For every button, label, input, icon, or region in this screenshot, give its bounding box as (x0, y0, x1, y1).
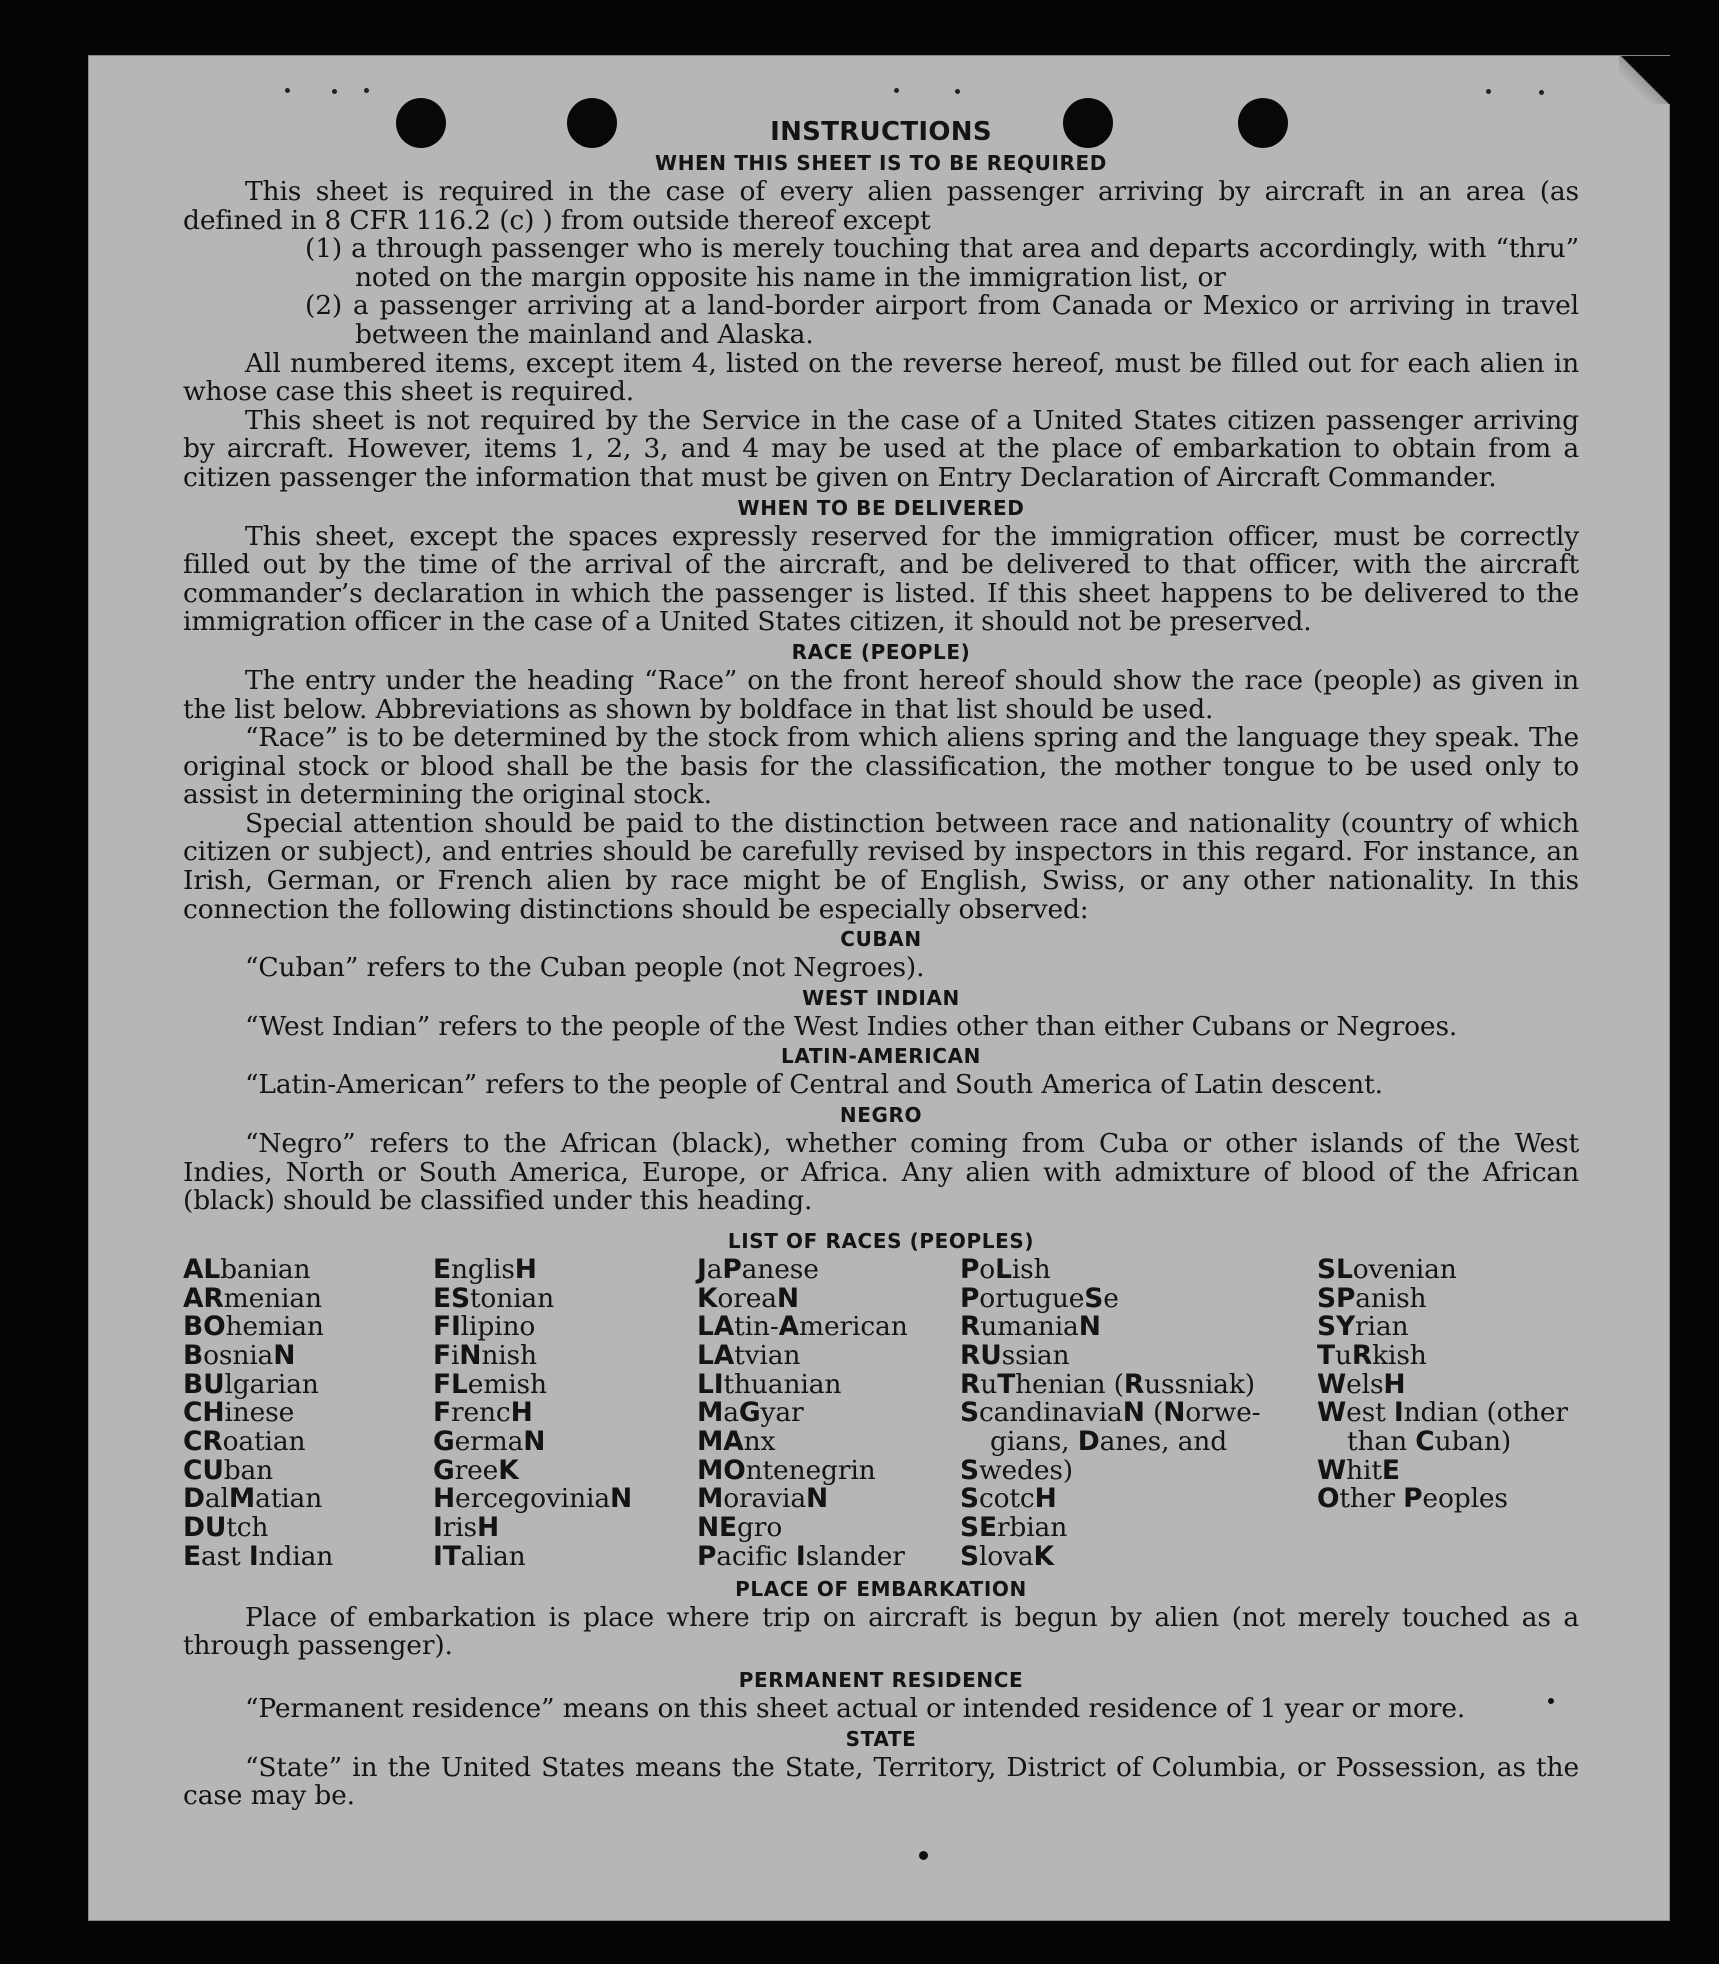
list-item: (2) a passenger arriving at a land-border airport from Canada or Mexico or arriving in travel between the mainland and Alaska. (305, 290, 1579, 350)
speck (1486, 89, 1491, 94)
race-item: LAtin-American (697, 1311, 908, 1343)
section-heading: WEST INDIAN (802, 985, 960, 1010)
race-item: KoreaN (697, 1282, 799, 1314)
race-item: PortugueSe (960, 1282, 1119, 1314)
race-item: SlovaK (960, 1540, 1054, 1572)
section-heading: STATE (845, 1726, 917, 1751)
race-item: HercegoviniaN (433, 1483, 632, 1515)
section-heading: PLACE OF EMBARKATION (735, 1576, 1027, 1601)
race-item: Swedes) (960, 1454, 1073, 1486)
race-item: East Indian (183, 1540, 334, 1572)
race-item: FrencH (433, 1397, 533, 1429)
race-item: DalMatian (183, 1483, 323, 1515)
paragraph: Special attention should be paid to the distinction between race and nationality (country of which citizen or subject), and entries should be carefully revised by inspectors in this regard. For instance, an Irish, German, or French alien by race might be of English, Swiss, or any other nationality. In this connection the following distinctions should be especially observed: (183, 807, 1579, 925)
race-item: GermaN (433, 1426, 546, 1458)
race-item: SPanish (1317, 1282, 1427, 1314)
race-item: Pacific Islander (697, 1540, 905, 1572)
race-item: MOntenegrin (697, 1454, 876, 1486)
speck (894, 88, 899, 93)
section-heading: WHEN THIS SHEET IS TO BE REQUIRED (655, 151, 1107, 175)
section-heading: WHEN TO BE DELIVERED (737, 495, 1025, 520)
race-item: MoraviaN (697, 1483, 829, 1515)
race-item: FiNnish (433, 1339, 537, 1371)
race-item: West Indian (other (1317, 1397, 1568, 1429)
race-item: ARmenian (183, 1282, 322, 1314)
race-item: EStonian (433, 1282, 555, 1314)
race-list (183, 1253, 1579, 1574)
section-heading: LIST OF RACES (PEOPLES) (727, 1228, 1035, 1253)
paragraph: All numbered items, except item 4, listed on the reverse hereof, must be filled out for each alien in whose case this sheet is required. (183, 347, 1579, 408)
race-item: NEgro (697, 1512, 783, 1544)
race-item: ALbanian (183, 1253, 311, 1285)
race-item: ITalian (433, 1540, 526, 1572)
race-item: EnglisH (433, 1253, 537, 1285)
race-column (1317, 1253, 1568, 1515)
race-item: WelsH (1317, 1368, 1406, 1400)
document-sheet (88, 55, 1670, 1921)
ink-dot (919, 1851, 928, 1860)
race-item: RuThenian (Russniak) (960, 1368, 1255, 1400)
paragraph: This sheet, except the spaces expressly reserved for the immigration officer, must be correctly filled out by the time of the arrival of the aircraft, and be delivered to that officer, with the aircraft commander’s declaration in which the passenger is listed. If this sheet happens to be delivered to the immigration officer in the case of a United States citizen, it should not be preserved. (183, 520, 1579, 638)
race-item: than Cuban) (1347, 1426, 1512, 1458)
speck (364, 88, 369, 93)
paragraph: Place of embarkation is place where trip on aircraft is begun by alien (not merely touched as a through passenger). (183, 1601, 1579, 1662)
speck (1539, 90, 1544, 95)
race-column (960, 1253, 1261, 1572)
paragraph: “Latin-American” refers to the people of Central and South America of Latin descent. (245, 1069, 1383, 1101)
paragraph: “Permanent residence” means on this sheet actual or intended residence of 1 year or more. (245, 1693, 1466, 1724)
section-heading: RACE (PEOPLE) (791, 639, 971, 664)
race-item: SYrian (1317, 1311, 1409, 1343)
race-item: PoLish (960, 1253, 1051, 1285)
race-item: DUtch (183, 1512, 269, 1544)
race-item: BosniaN (183, 1339, 296, 1371)
race-item: MaGyar (697, 1397, 804, 1429)
race-item: ScotcH (960, 1483, 1057, 1515)
race-item: GreeK (433, 1454, 519, 1486)
instructions-content (183, 116, 1579, 1811)
paragraph: “State” in the United States means the State, Territory, District of Columbia, or Possession, as the case may be. (183, 1751, 1579, 1812)
race-item: JaPanese (697, 1253, 819, 1285)
speck (955, 89, 960, 94)
page-title: INSTRUCTIONS (770, 117, 992, 147)
speck (285, 88, 290, 93)
race-item: BOhemian (183, 1311, 324, 1343)
race-item: IrisH (433, 1512, 500, 1544)
section-heading: NEGRO (839, 1103, 923, 1128)
race-item: CUban (183, 1454, 274, 1486)
race-item: TuRkish (1317, 1339, 1427, 1371)
race-item: WhitE (1317, 1454, 1400, 1486)
race-item: ScandinaviaN (Norwe- (960, 1397, 1261, 1429)
race-item: LIthuanian (697, 1368, 842, 1400)
paragraph: This sheet is required in the case of every alien passenger arriving by aircraft in an area (as defined in 8 CFR 116.2 (c) ) from outside thereof except (183, 176, 1579, 236)
section-heading: LATIN-AMERICAN (781, 1044, 981, 1069)
speck (332, 89, 337, 94)
race-item: Other Peoples (1317, 1483, 1508, 1515)
race-item: CRoatian (183, 1426, 306, 1458)
race-item: gians, Danes, and (990, 1426, 1228, 1458)
paragraph: “Negro” refers to the African (black), whether coming from Cuba or other islands of the West Indies, North or South America, Europe, or Africa. Any alien with admixture of blood of the African (black) should be classified under this heading. (183, 1128, 1579, 1217)
section-heading: CUBAN (840, 927, 922, 952)
race-column (183, 1253, 334, 1572)
race-item: CHinese (183, 1397, 295, 1429)
race-column (697, 1253, 908, 1572)
paragraph: “West Indian” refers to the people of the West Indies other than either Cubans or Negroes. (245, 1010, 1458, 1042)
paragraph: “Race” is to be determined by the stock from which aliens spring and the language they speak. The original stock or blood shall be the basis for the classification, the mother tongue to be used only to assist in determining the original stock. (183, 722, 1579, 811)
race-item: SErbian (960, 1512, 1068, 1544)
race-item: FIlipino (433, 1311, 536, 1343)
paragraph: This sheet is not required by the Service in the case of a United States citizen passenger arriving by aircraft. However, items 1, 2, 3, and 4 may be used at the place of embarkation to obtain from a citizen passenger the information that must be given on Entry Declaration of Aircraft Commander. (183, 404, 1579, 493)
race-item: RUssian (960, 1339, 1070, 1371)
race-column (433, 1253, 632, 1572)
race-item: LAtvian (697, 1339, 801, 1371)
list-item: (1) a through passenger who is merely touching that area and departs accordingly, with “thru” noted on the margin opposite his name in the immigration list, or (305, 233, 1579, 293)
race-item: RumaniaN (960, 1311, 1101, 1343)
section-heading: PERMANENT RESIDENCE (738, 1668, 1024, 1692)
paragraph: “Cuban” refers to the Cuban people (not Negroes). (245, 952, 925, 984)
race-item: SLovenian (1317, 1253, 1457, 1285)
race-item: FLemish (433, 1368, 547, 1400)
race-item: BUlgarian (183, 1368, 319, 1400)
paragraph: The entry under the heading “Race” on the front hereof should show the race (people) as given in the list below. Abbreviations as shown by boldface in that list should be used. (183, 664, 1579, 725)
race-item: MAnx (697, 1426, 776, 1458)
